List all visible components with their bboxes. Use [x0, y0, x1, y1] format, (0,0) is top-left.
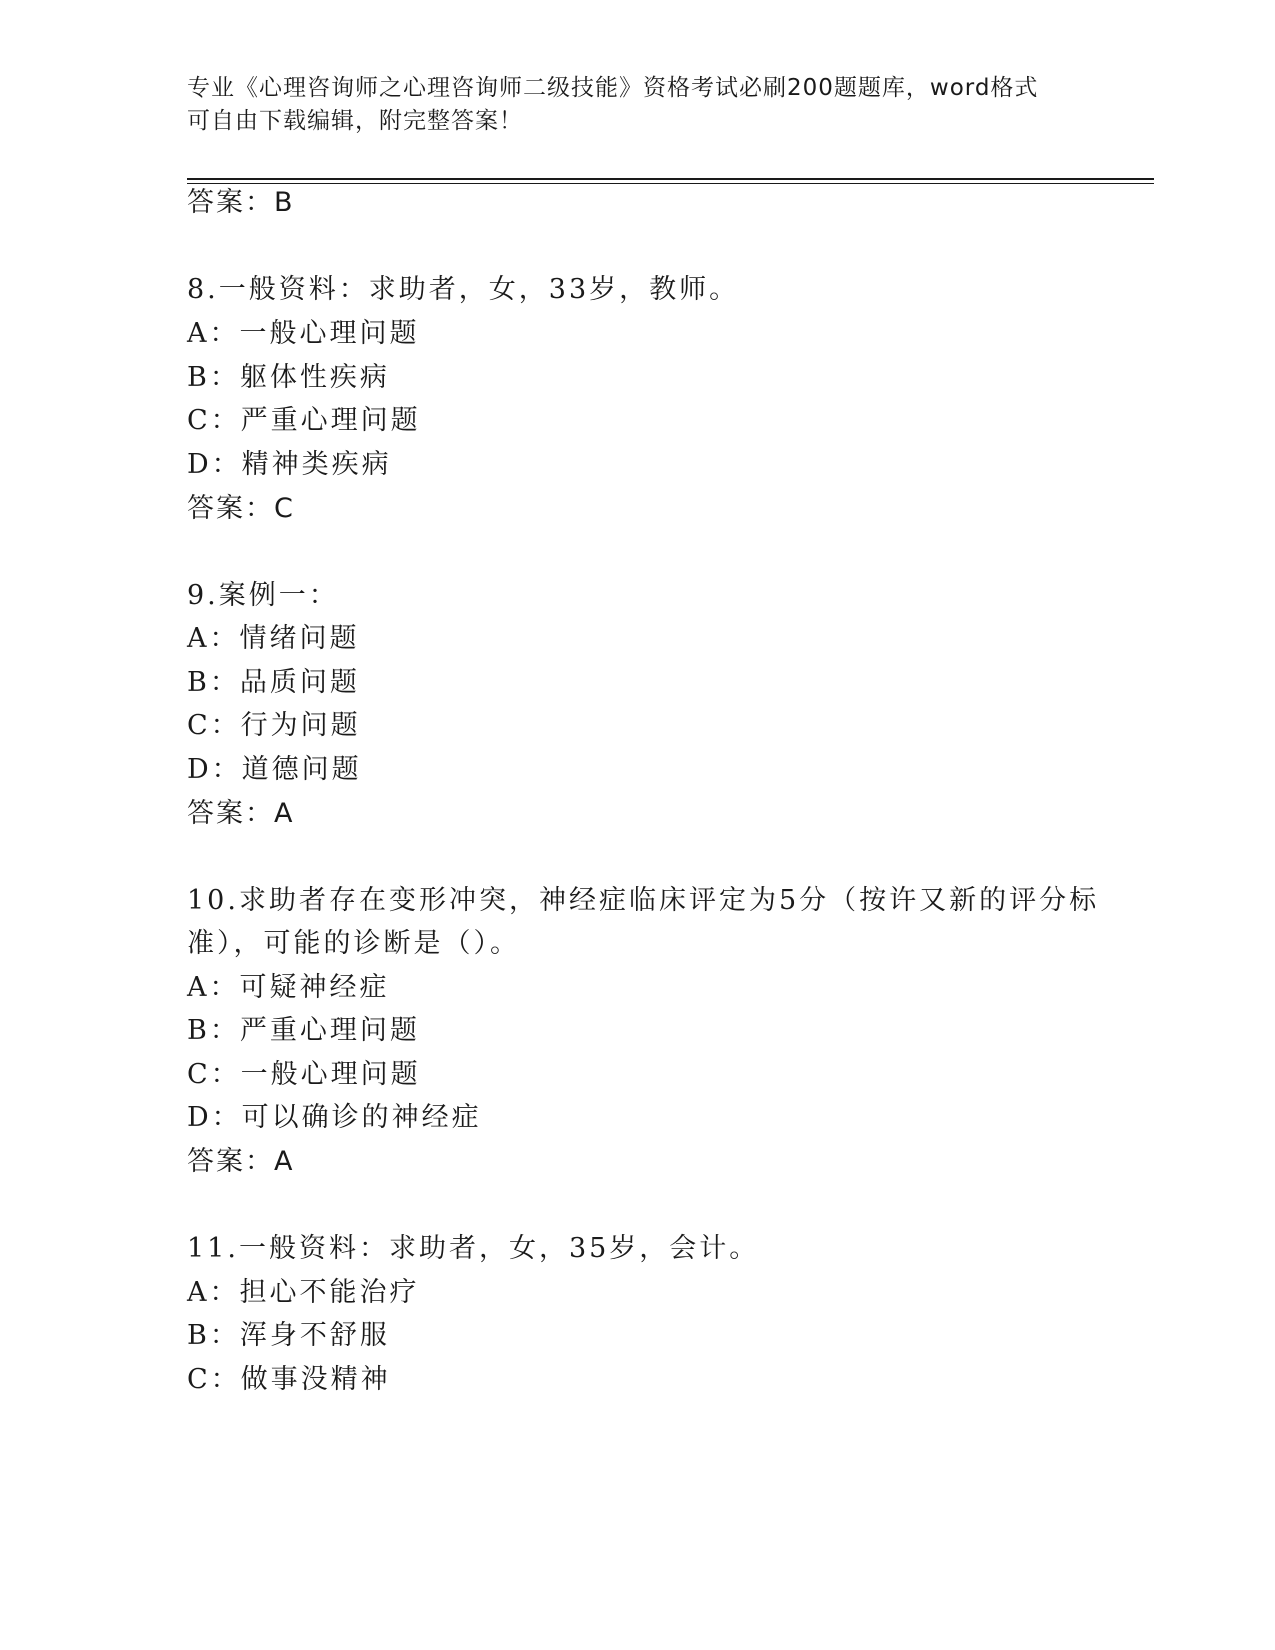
question-10-option-c: C：一般心理问题: [187, 1059, 421, 1090]
question-8-answer: 答案：C: [187, 493, 295, 524]
question-11-option-a: A：担心不能治疗: [187, 1277, 420, 1308]
header-divider-thin: [187, 183, 1154, 184]
question-9: 9.案例一：: [187, 580, 339, 611]
question-8-option-a: A：一般心理问题: [187, 318, 420, 349]
question-9-answer: 答案：A: [187, 798, 295, 829]
question-10-line-1: 10.求助者存在变形冲突，神经症临床评定为5分（按许又新的评分标: [187, 885, 1100, 916]
question-10-option-a: A：可疑神经症: [187, 972, 390, 1003]
header-title-line-1: 专业《心理咨询师之心理咨询师二级技能》资格考试必刷200题题库，word格式: [187, 75, 1039, 101]
question-9-option-a: A：情绪问题: [187, 623, 360, 654]
question-8-option-c: C：严重心理问题: [187, 405, 421, 436]
question-11: 11.一般资料：求助者，女，35岁，会计。: [187, 1233, 760, 1264]
question-11-option-b: B：浑身不舒服: [187, 1320, 390, 1351]
question-8-option-d: D：精神类疾病: [187, 449, 392, 480]
question-10-option-d: D：可以确诊的神经症: [187, 1102, 482, 1133]
question-9-option-c: C：行为问题: [187, 710, 361, 741]
question-10-line-2: 准），可能的诊断是（）。: [187, 928, 520, 959]
question-8: 8.一般资料：求助者，女，33岁，教师。: [187, 274, 740, 305]
header-title-line-2: 可自由下载编辑，附完整答案！: [187, 108, 523, 134]
question-9-option-b: B：品质问题: [187, 667, 360, 698]
question-8-option-b: B：躯体性疾病: [187, 362, 390, 393]
answer-previous: 答案：B: [187, 187, 295, 218]
header-divider-thick: [187, 178, 1154, 180]
question-9-option-d: D：道德问题: [187, 754, 362, 785]
question-11-option-c: C：做事没精神: [187, 1364, 391, 1395]
document-header: [187, 72, 1087, 138]
question-10-answer: 答案：A: [187, 1146, 295, 1177]
question-10-option-b: B：严重心理问题: [187, 1015, 420, 1046]
